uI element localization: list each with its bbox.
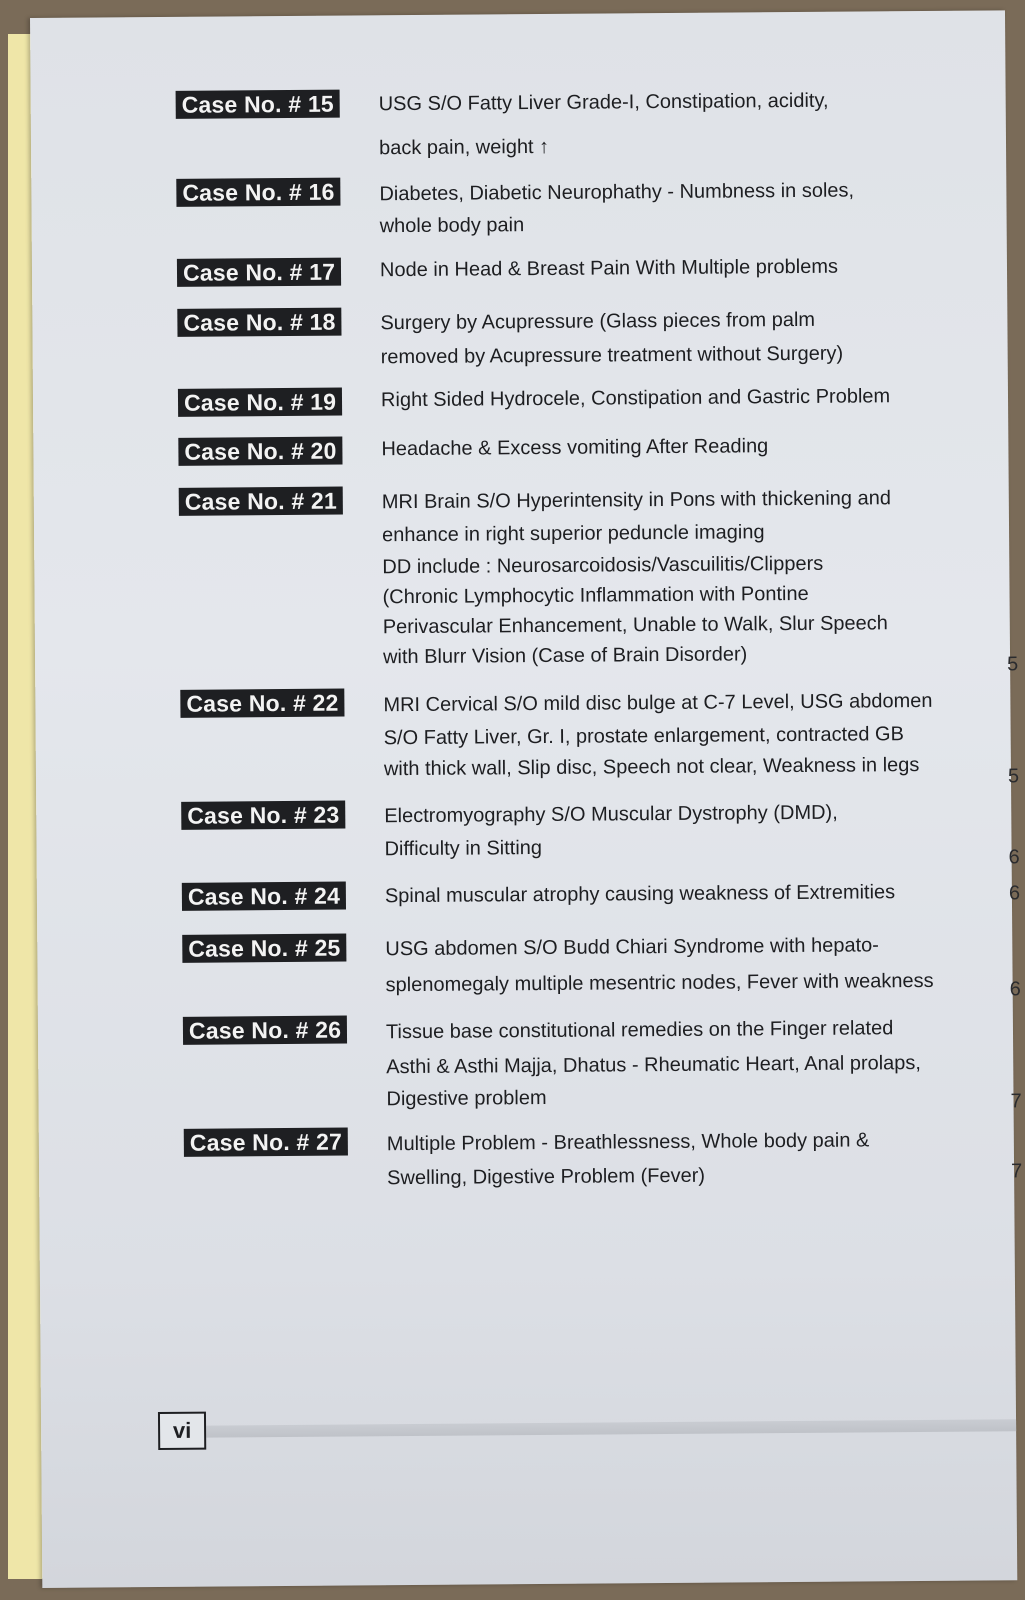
case-description <box>380 303 941 375</box>
description-line: back pain, weight ↑ <box>378 135 550 160</box>
description-line: Perivascular Enhancement, Unable to Walk, Slur Speech <box>382 612 888 639</box>
cut-off-page-ref: 6 <box>1009 978 1021 1001</box>
case-number-badge: Case No. # 21 <box>179 487 343 516</box>
case-number-badge: Case No. # 22 <box>180 689 344 718</box>
cut-off-page-ref: 7 <box>1011 1160 1023 1183</box>
case-entry-16 <box>31 172 1007 250</box>
description-line: Multiple Problem - Breathlessness, Whole body pain & <box>386 1129 870 1156</box>
description-line: splenomegaly multiple mesentric nodes, Fever with weakness <box>385 969 934 997</box>
case-description <box>384 796 945 866</box>
case-description <box>379 173 939 241</box>
contents-page <box>30 10 1023 1588</box>
description-line: Difficulty in Sitting <box>384 837 543 861</box>
description-line: whole body pain <box>379 214 525 238</box>
case-description <box>387 1123 948 1195</box>
cut-off-page-ref: 5 <box>1007 765 1020 788</box>
page-number: vi <box>158 1412 206 1450</box>
case-description <box>380 253 940 283</box>
case-description <box>385 877 945 911</box>
description-line: with thick wall, Slip disc, Speech not clear, Weakness in legs <box>383 754 920 781</box>
cut-off-page-ref: 6 <box>1008 846 1020 869</box>
description-line: Swelling, Digestive Problem (Fever) <box>387 1164 706 1190</box>
description-line: Right Sided Hydrocele, Constipation and Gastric Problem <box>380 385 891 412</box>
description-line: removed by Acupressure treatment without Surgery) <box>380 342 844 369</box>
case-description <box>385 929 946 1005</box>
case-entry-23 <box>36 795 1012 873</box>
description-line: with Blurr Vision (Case of Brain Disorder) <box>382 643 748 669</box>
description-line: Headache & Excess vomiting After Reading <box>381 435 769 461</box>
cut-off-page-ref: 5 <box>1007 653 1019 676</box>
description-line: MRI Brain S/O Hyperintensity in Pons with thickening and <box>381 487 892 514</box>
case-entry-15 <box>31 84 1007 172</box>
description-line: MRI Cervical S/O mild disc bulge at C-7 Level, USG abdomen <box>383 689 933 717</box>
description-line: Asthi & Asthi Majja, Dhatus - Rheumatic Heart, Anal prolaps, <box>386 1052 922 1079</box>
case-entry-21 <box>34 481 1010 679</box>
case-entry-22 <box>35 683 1011 791</box>
case-number-badge: Case No. # 27 <box>184 1128 348 1157</box>
description-line: Surgery by Acupressure (Glass pieces from palm <box>380 308 816 335</box>
description-line: DD include : Neurosarcoidosis/Vascuilitis/Clippers <box>382 552 824 579</box>
case-number-badge: Case No. # 20 <box>178 437 342 466</box>
case-number-badge: Case No. # 18 <box>177 308 341 337</box>
case-entry-20 <box>33 431 1008 479</box>
case-number-badge: Case No. # 17 <box>177 258 341 287</box>
footer-rule <box>206 1419 1016 1437</box>
description-line: S/O Fatty Liver, Gr. I, prostate enlargement, contracted GB <box>383 723 904 750</box>
case-entry-27 <box>39 1122 1015 1200</box>
case-entry-18 <box>32 302 1008 380</box>
case-entry-19 <box>33 382 1008 430</box>
cut-off-page-ref: 7 <box>1010 1090 1022 1113</box>
case-number-badge: Case No. # 15 <box>176 90 340 119</box>
description-line: (Chronic Lymphocytic Inflammation with Pontine <box>382 582 809 609</box>
case-description <box>383 684 944 784</box>
description-line: enhance in right superior peduncle imaging <box>381 521 765 547</box>
case-entry-25 <box>37 928 1013 1006</box>
case-number-badge: Case No. # 16 <box>176 178 340 207</box>
case-description <box>386 1011 947 1113</box>
case-entry-26 <box>38 1010 1014 1118</box>
description-line: Spinal muscular atrophy causing weakness of Extremities <box>384 881 896 908</box>
case-number-badge: Case No. # 24 <box>182 882 346 911</box>
case-description <box>382 482 943 672</box>
case-entry-17 <box>32 252 1007 300</box>
case-description <box>381 383 941 413</box>
case-description <box>379 85 940 161</box>
description-line: Electromyography S/O Muscular Dystrophy (DMD), <box>384 801 838 828</box>
case-number-badge: Case No. # 19 <box>178 388 342 417</box>
case-entry-24 <box>37 876 1012 924</box>
case-number-badge: Case No. # 26 <box>183 1016 347 1045</box>
description-line: Digestive problem <box>386 1086 547 1111</box>
cut-off-page-ref: 6 <box>1008 882 1021 905</box>
case-number-badge: Case No. # 25 <box>182 934 346 963</box>
description-line: Diabetes, Diabetic Neurophathy - Numbness in soles, <box>379 179 855 206</box>
description-line: Node in Head & Breast Pain With Multiple problems <box>379 255 839 282</box>
description-line: Tissue base constitutional remedies on the Finger related <box>385 1017 894 1044</box>
case-number-badge: Case No. # 23 <box>181 801 345 830</box>
description-line: USG S/O Fatty Liver Grade-I, Constipation, acidity, <box>378 89 829 116</box>
case-description <box>381 432 941 462</box>
description-line: USG abdomen S/O Budd Chiari Syndrome with hepato- <box>385 934 879 961</box>
